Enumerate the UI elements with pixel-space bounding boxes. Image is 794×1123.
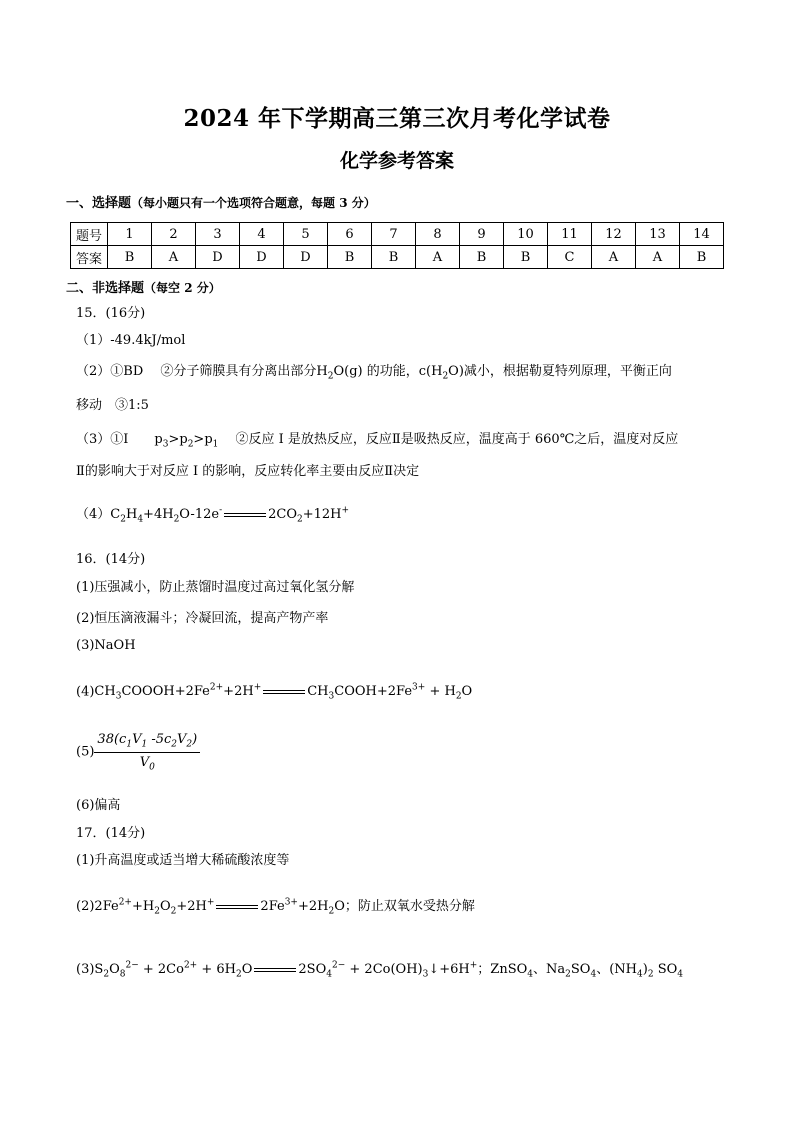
q15-part2-text-a: （2）①BD ②分子筛膜具有分离出部分 (76, 364, 317, 379)
table-cell: 1 (108, 223, 152, 246)
q15-part3-continued: Ⅱ的影响大于对反应 I 的影响，反应转化率主要由反应Ⅱ决定 (76, 464, 420, 479)
q15-part2-continued: 移动 ③1:5 (76, 398, 149, 413)
q15-part4: $(4)C_2H_4+4H_2O-12e^-$ $2CO_2+12H^+$ (76, 505, 350, 525)
table-cell: A (636, 246, 680, 269)
q15-part1: （1）-49.4kJ/mol (76, 333, 186, 348)
table-cell: C (548, 246, 592, 269)
section-2-heading (66, 277, 221, 296)
q17-part3-salt-c: SO (570, 962, 591, 977)
section-2-title: 二、非选择题 (66, 281, 145, 296)
q15-header: 15．(16分) (76, 306, 146, 321)
q17-part2-text: ；防止双氧水受热分解 (344, 899, 475, 914)
table-cell: A (592, 246, 636, 269)
table-cell: 6 (328, 223, 372, 246)
q16-part1: (1)压强减小，防止蒸馏时温度过高过氧化氢分解 (76, 580, 355, 595)
equation-ethylene: $C_2H_4+4H_2O-12e^-$ (110, 505, 223, 525)
q17-part3-label: (3) (76, 962, 95, 977)
table-cell: 9 (460, 223, 504, 246)
q15-part3-text-a: （3）①I p (76, 432, 163, 447)
table-cell: D (196, 246, 240, 269)
page-title: 2024 年下学期高三第三次月考化学试卷 (183, 105, 611, 132)
table-cell: 13 (636, 223, 680, 246)
table-cell: 4 (240, 223, 284, 246)
table-cell: 2 (152, 223, 196, 246)
q17-part3: $(3)S_2O_8^{2-} + 2Co^{2+} + 6H_2O$ $2SO_4^{2-}$ + $2Co(OH)_3↓+6H^+$；ZnSO$_4$、$Na_2SO_4$、$(NH_4)_2$ $SO_4$ (76, 960, 683, 980)
table-cell: A (152, 246, 196, 269)
row-label-answer: 答案 (71, 246, 108, 269)
q16-part6: (6)偏高 (76, 798, 121, 813)
fraction-formula (94, 732, 200, 772)
q17-part2 (76, 895, 475, 917)
fraction-denominator: $V_0$ (139, 754, 155, 773)
equals-arrow (216, 905, 258, 909)
q17-part2-label: (2) (76, 899, 95, 914)
formula-h2o: $H_2$ (316, 364, 334, 382)
equation-fe-products: $2Fe^{3+}+2H_2O$ (260, 897, 345, 917)
equals-arrow (224, 513, 266, 517)
section-1-title: 一、选择题 (66, 196, 132, 211)
equals-arrow (254, 968, 296, 972)
table-cell: A (416, 246, 460, 269)
q16-part3: (3)NaOH (76, 638, 136, 653)
table-cell: 3 (196, 223, 240, 246)
table-cell: 11 (548, 223, 592, 246)
table-cell: B (372, 246, 416, 269)
q16-part4-label: (4) (76, 684, 95, 700)
equation-peracetic-products: $CH_3COOH+2Fe^{3+} + H_2O$ (307, 683, 473, 702)
q17-part3-salt-b: 、Na (533, 962, 566, 977)
q17-header: 17．(14分) (76, 826, 146, 841)
table-row-answers (71, 246, 724, 269)
table-cell: B (460, 246, 504, 269)
equals-arrow (263, 690, 305, 694)
q15-part3-text-b: ②反应 I 是放热反应，反应Ⅱ是吸热反应，温度高于 660℃之后，温度对反应 (235, 432, 679, 447)
row-label-number: 题号 (71, 223, 108, 246)
fraction-numerator: $38(c_1V_1$ $-5c_2V_2$) (94, 732, 200, 753)
q17-part1: (1)升高温度或适当增大稀硫酸浓度等 (76, 853, 290, 868)
q15-part4-product-a: 2CO (268, 507, 297, 522)
table-row-numbers (71, 223, 724, 246)
q17-part3-salt-a: ；ZnSO (477, 962, 528, 977)
equation-fe-oxidation: $2Fe^{2+}+H_2O_2+2H^+$ (94, 897, 215, 917)
formula-h2o-conc: $(H_2O)$ (426, 364, 464, 382)
equation-persulfate: $S_2O_8^{2-} + 2Co^{2+} + 6H_2O$ (94, 960, 253, 980)
q15-part4-label: （4） (76, 507, 111, 522)
table-cell: 5 (284, 223, 328, 246)
q16-part4 (76, 683, 472, 702)
table-cell: 14 (680, 223, 724, 246)
table-cell: 10 (504, 223, 548, 246)
table-cell: B (108, 246, 152, 269)
equation-peracetic: $CH_3COOOH+2Fe^{2+}+2H^+$ (94, 683, 262, 702)
q15-part2 (76, 360, 672, 382)
section-1-note: （每小题只有一个选项符合题意，每题 3 分） (131, 196, 376, 210)
answer-table (70, 222, 724, 269)
table-cell: 7 (372, 223, 416, 246)
q15-part4-product-b: +12H (302, 507, 342, 522)
q15-part2-text-b: O(g) 的功能，c (333, 364, 427, 379)
table-cell: B (504, 246, 548, 269)
table-cell: 8 (416, 223, 460, 246)
q17-part3-separator: 、 (596, 962, 610, 977)
q16-header: 16．(14分) (76, 552, 146, 567)
section-2-note: （每空 2 分） (144, 281, 221, 295)
table-cell: B (328, 246, 372, 269)
table-cell: D (240, 246, 284, 269)
section-1-heading (66, 192, 376, 211)
q15-part2-text-c: 减小，根据勒夏特列原理，平衡正向 (463, 364, 672, 379)
page-subtitle: 化学参考答案 (339, 150, 454, 172)
table-cell: B (680, 246, 724, 269)
table-cell: 12 (592, 223, 636, 246)
pressure-order: $_3>p_2>p_1$ (162, 432, 219, 450)
formula-ammonium-sulfate: $(NH_4)_2$ $SO_4$ (609, 962, 683, 980)
table-cell: D (284, 246, 328, 269)
q15-part3 (76, 428, 678, 450)
q16-part2: (2)恒压滴液漏斗；冷凝回流，提高产物产率 (76, 611, 329, 626)
q16-part5 (76, 732, 200, 772)
equation-persulfate-products: $2SO_4^{2-}$ + $2Co(OH)_3↓+6H^+$ (298, 960, 478, 980)
q16-part5-label: (5) (76, 744, 95, 760)
